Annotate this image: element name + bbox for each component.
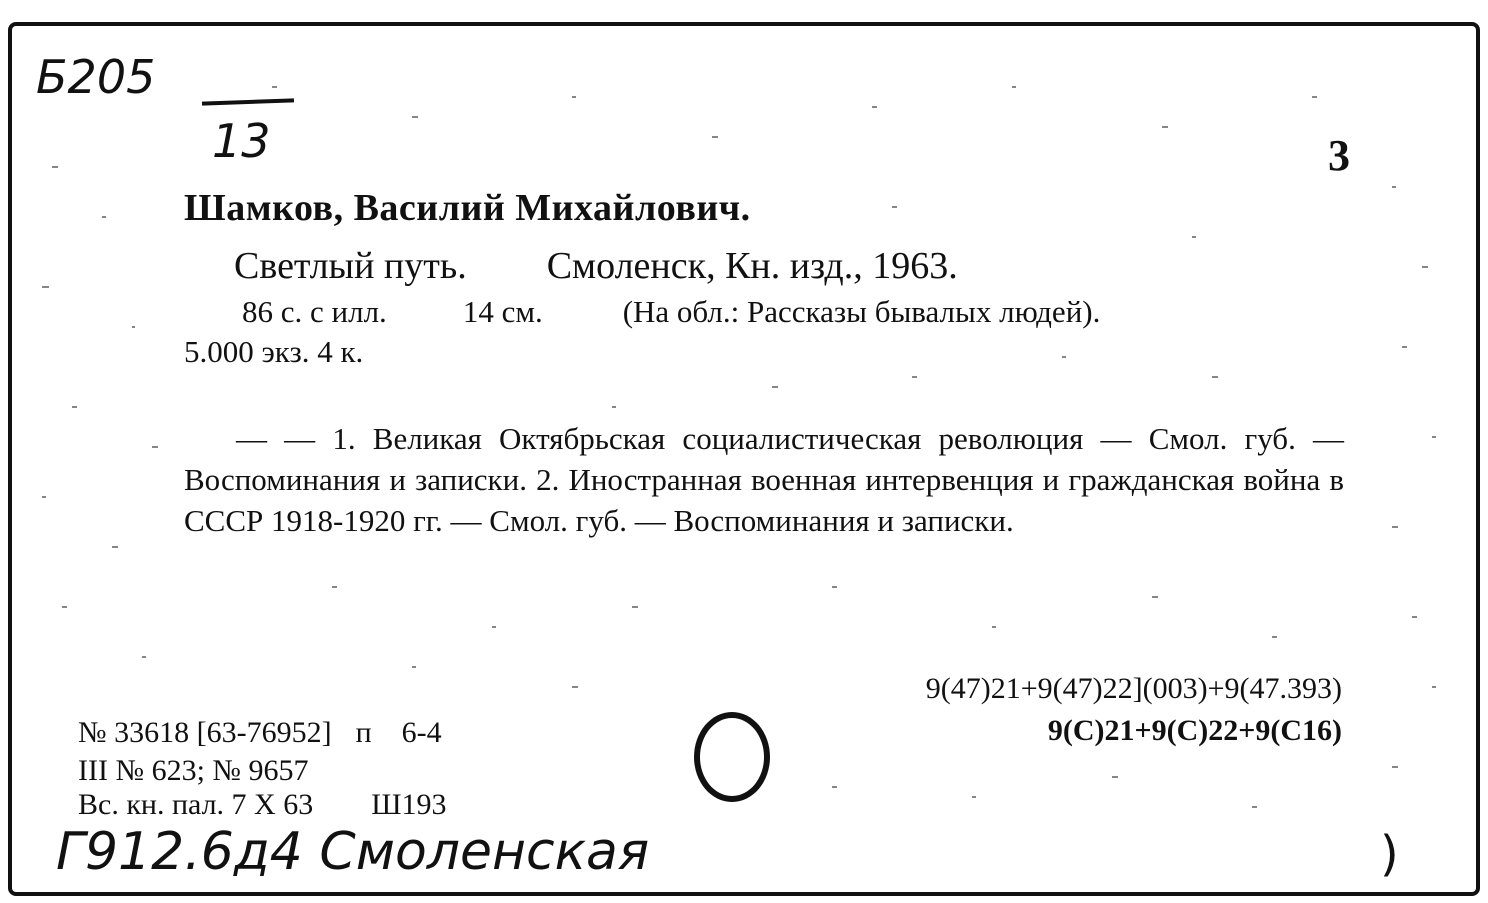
subject-headings	[184, 418, 1344, 541]
book-chamber-date: Вс. кн. пал. 7 X 63	[78, 788, 314, 821]
classification-index-1: 9(47)21+9(47)22](003)+9(47.393)	[925, 672, 1342, 705]
handwritten-bracket: )	[1380, 826, 1399, 882]
card-number: 3	[1328, 131, 1350, 180]
subject-text: Великая Октябрьская социалистическая революция — Смол. губ. — Воспоминания и записки. 2. Иностранная военная интервенция и гражданская война в СССР 1918-1920 гг. — Смол. губ. — Воспоминания и записки.	[184, 421, 1344, 538]
handwritten-footer-note: Г912.6д4 Смоленская	[56, 822, 650, 882]
register-number: № 33618	[78, 716, 190, 749]
book-chamber-code: Ш193	[371, 788, 447, 821]
print-run-price: 5.000 экз. 4 к.	[184, 334, 364, 369]
book-chamber-line	[78, 788, 447, 822]
book-size: 14 см.	[462, 294, 543, 329]
register-line	[78, 716, 442, 750]
handwritten-shelf-subnumber: 13	[212, 114, 271, 168]
subject-dash: — — 1.	[236, 421, 356, 456]
register-p: п	[355, 716, 372, 749]
handwritten-shelf-mark: Б205	[36, 50, 156, 104]
physical-description-line	[242, 294, 1100, 330]
pagination: 86 с. с илл.	[242, 294, 387, 329]
card-punch-hole	[694, 712, 770, 802]
series-note: (На обл.: Рассказы бывалых людей).	[622, 294, 1101, 329]
imprint: Смоленск, Кн. изд., 1963.	[546, 245, 958, 287]
book-title: Светлый путь.	[234, 245, 467, 287]
title-imprint-line	[234, 244, 958, 288]
order-numbers-line: III № 623; № 9657	[78, 754, 309, 787]
register-code: [63-76952]	[196, 716, 332, 749]
classification-index-2: 9(C)21+9(C)22+9(C16)	[1047, 714, 1342, 747]
author-heading: Шамков, Василий Михайлович.	[184, 187, 751, 229]
register-range: 6-4	[401, 716, 442, 749]
catalog-card	[8, 22, 1480, 896]
